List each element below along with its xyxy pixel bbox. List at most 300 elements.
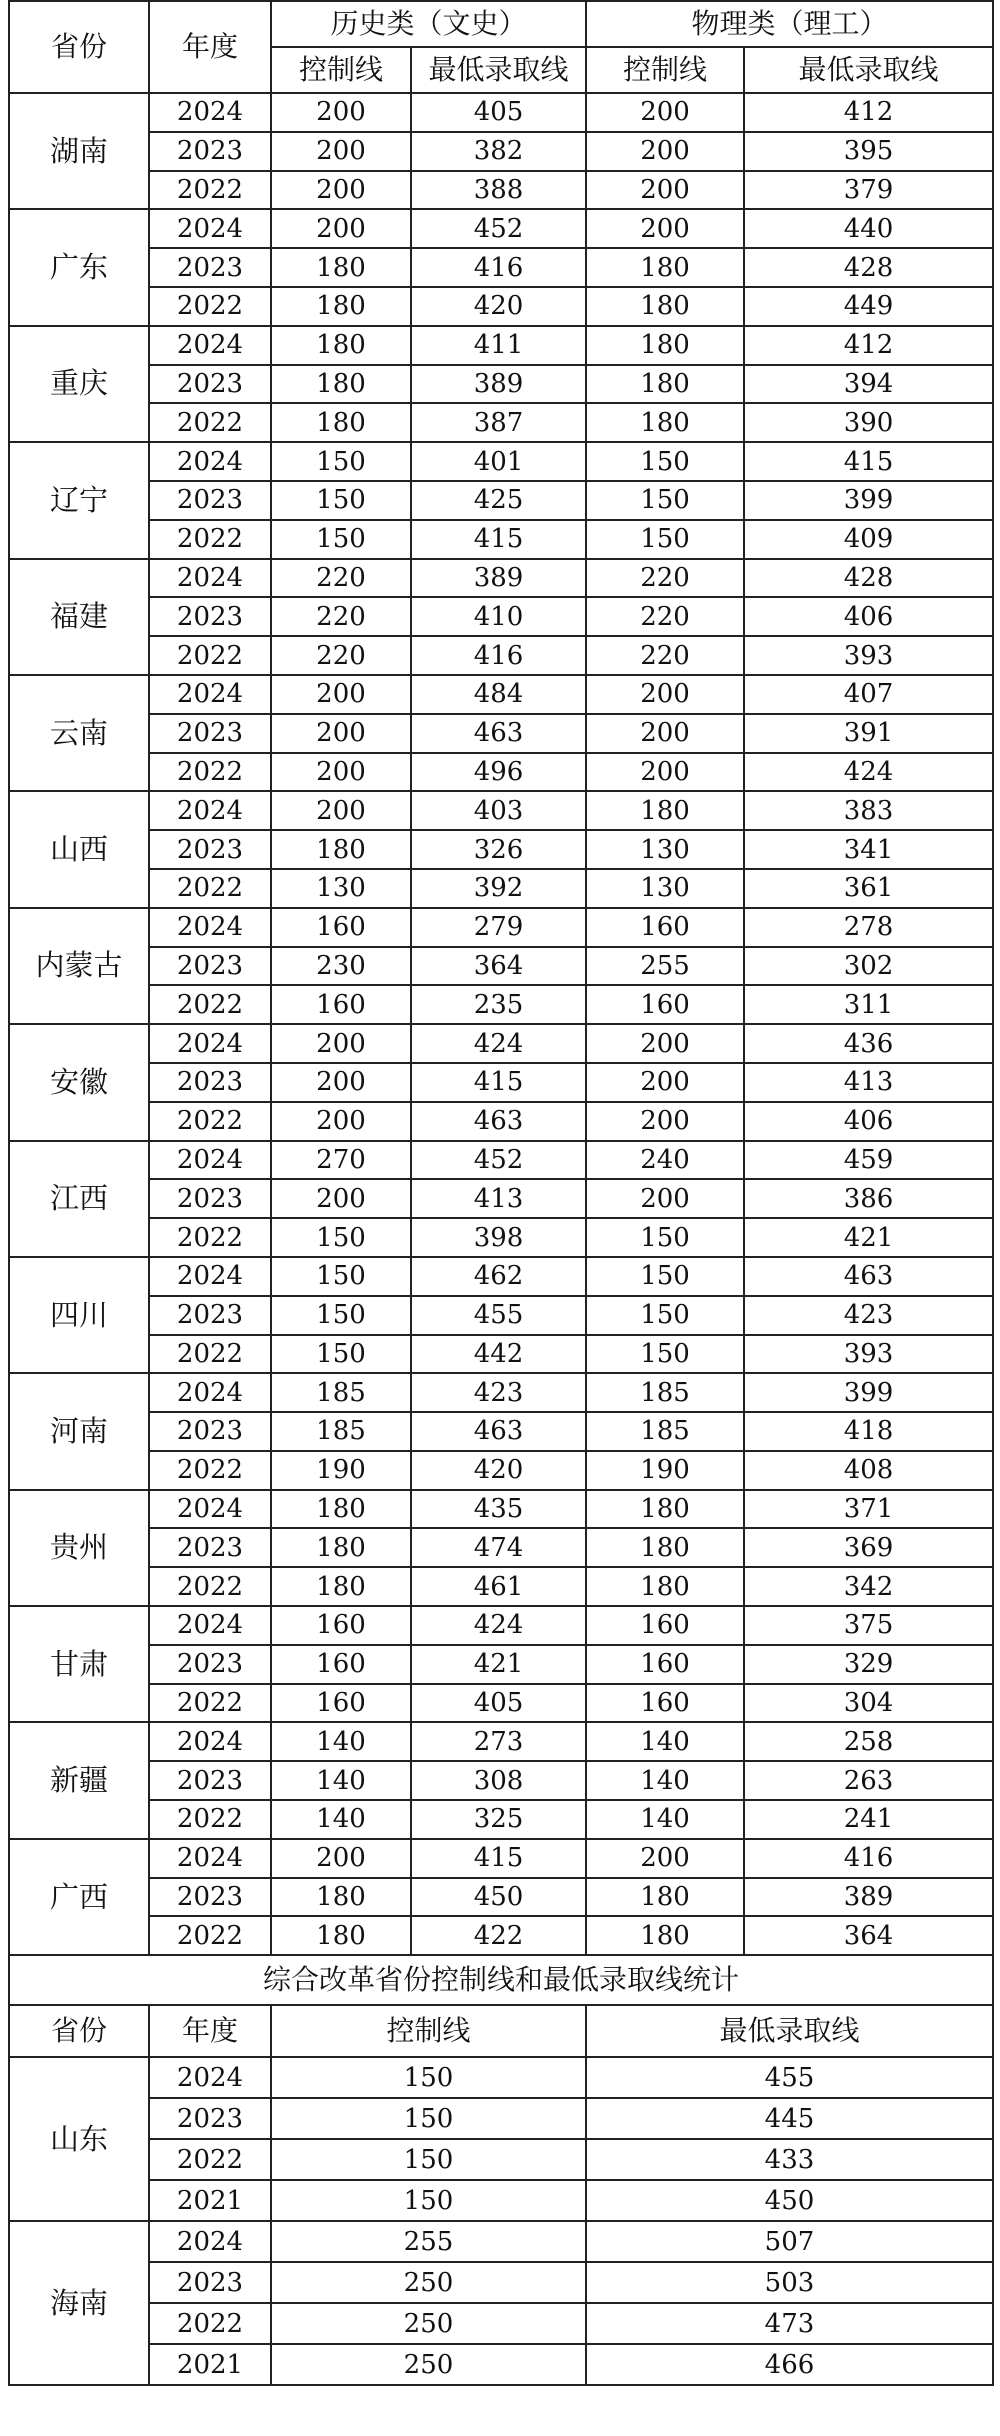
history-control-line-cell: 150 [271,520,411,559]
history-min-score-cell: 382 [411,132,586,171]
history-min-score-cell: 463 [411,1412,586,1451]
year-cell: 2022 [149,985,271,1024]
table-row [9,1916,993,1955]
history-control-line-cell: 180 [271,1490,411,1529]
year-cell: 2023 [149,1412,271,1451]
table-row [9,753,993,792]
physics-control-line-cell: 240 [586,1141,744,1180]
min-score-cell: 455 [586,2057,993,2098]
physics-min-score-cell: 361 [744,869,993,908]
history-min-score-cell: 403 [411,791,586,830]
year-cell: 2022 [149,753,271,792]
physics-control-line-cell: 185 [586,1373,744,1412]
history-min-score-cell: 405 [411,93,586,132]
table-row [9,2139,993,2180]
history-control-line-cell: 200 [271,93,411,132]
physics-control-line-cell: 180 [586,1878,744,1917]
physics-min-score-cell: 393 [744,636,993,675]
table-row [9,1296,993,1335]
table2-header-row [9,2005,993,2057]
physics-min-score-cell: 407 [744,675,993,714]
physics-control-line-cell: 160 [586,1606,744,1645]
physics-control-line-cell: 180 [586,248,744,287]
physics-min-score-cell: 423 [744,1296,993,1335]
physics-control-line-cell: 130 [586,830,744,869]
physics-min-score-cell: 413 [744,1063,993,1102]
control-line-cell: 150 [271,2180,586,2221]
history-min-score-cell: 461 [411,1567,586,1606]
history-control-line-cell: 150 [271,1335,411,1374]
physics-min-score-cell: 304 [744,1684,993,1723]
history-min-score-cell: 422 [411,1916,586,1955]
history-control-line-cell: 180 [271,1878,411,1917]
history-min-score-cell: 450 [411,1878,586,1917]
physics-min-score-cell: 258 [744,1722,993,1761]
physics-min-score-cell: 412 [744,93,993,132]
history-control-line-cell: 200 [271,132,411,171]
year-cell: 2022 [149,1916,271,1955]
history-control-line-cell: 180 [271,1567,411,1606]
physics-control-line-cell: 200 [586,1102,744,1141]
physics-control-line-cell: 220 [586,636,744,675]
physics-control-line-cell: 160 [586,1684,744,1723]
history-control-line-cell: 220 [271,636,411,675]
history-control-line-cell: 180 [271,287,411,326]
history-control-line-cell: 200 [271,171,411,210]
min-score-cell: 473 [586,2303,993,2344]
physics-min-score-cell: 416 [744,1839,993,1878]
year-cell: 2022 [149,869,271,908]
history-control-line-cell: 150 [271,1218,411,1257]
physics-control-line-cell: 200 [586,93,744,132]
history-control-line-cell: 140 [271,1722,411,1761]
history-control-line-cell: 180 [271,365,411,404]
physics-control-line-cell: 200 [586,675,744,714]
province-name: 海南 [9,2221,149,2385]
province-name: 内蒙古 [9,908,149,1024]
history-control-line-cell: 200 [271,675,411,714]
history-min-score-cell: 474 [411,1528,586,1567]
table-row [9,1528,993,1567]
year-cell: 2023 [149,1296,271,1335]
history-control-line-cell: 180 [271,1528,411,1567]
table-row [9,2180,993,2221]
physics-control-line-cell: 150 [586,442,744,481]
table-row [9,2221,993,2262]
physics-control-line-cell: 180 [586,365,744,404]
history-control-line-cell: 160 [271,1645,411,1684]
province-name: 四川 [9,1257,149,1373]
year-cell: 2022 [149,1218,271,1257]
history-min-score-cell: 411 [411,326,586,365]
physics-min-score-cell: 436 [744,1024,993,1063]
physics-control-line-cell: 200 [586,209,744,248]
province-name: 江西 [9,1141,149,1257]
history-control-line-cell: 150 [271,442,411,481]
history-min-score-cell: 424 [411,1024,586,1063]
history-control-line-cell: 150 [271,481,411,520]
year-cell: 2023 [149,714,271,753]
header-year: 年度 [149,2005,271,2057]
history-min-score-cell: 452 [411,1141,586,1180]
physics-min-score-cell: 389 [744,1878,993,1917]
table-row [9,1722,993,1761]
year-cell: 2024 [149,1490,271,1529]
table-row [9,947,993,986]
physics-min-score-cell: 421 [744,1218,993,1257]
year-cell: 2023 [149,481,271,520]
history-min-score-cell: 389 [411,365,586,404]
history-min-score-cell: 484 [411,675,586,714]
history-control-line-cell: 200 [271,1179,411,1218]
physics-min-score-cell: 329 [744,1645,993,1684]
province-name: 辽宁 [9,442,149,558]
physics-min-score-cell: 449 [744,287,993,326]
history-control-line-cell: 220 [271,597,411,636]
year-cell: 2024 [149,442,271,481]
history-min-score-cell: 435 [411,1490,586,1529]
year-cell: 2023 [149,248,271,287]
physics-control-line-cell: 180 [586,326,744,365]
year-cell: 2024 [149,1839,271,1878]
control-line-cell: 250 [271,2303,586,2344]
history-control-line-cell: 190 [271,1451,411,1490]
year-cell: 2023 [149,1528,271,1567]
physics-control-line-cell: 140 [586,1800,744,1839]
year-cell: 2024 [149,791,271,830]
control-line-cell: 255 [271,2221,586,2262]
history-control-line-cell: 140 [271,1800,411,1839]
score-document [8,0,992,2386]
history-control-line-cell: 200 [271,1024,411,1063]
table-row [9,132,993,171]
history-min-score-cell: 424 [411,1606,586,1645]
history-control-line-cell: 200 [271,1839,411,1878]
year-cell: 2023 [149,2262,271,2303]
year-cell: 2023 [149,1179,271,1218]
year-cell: 2023 [149,1878,271,1917]
reform-provinces-table [8,2004,994,2386]
physics-control-line-cell: 150 [586,481,744,520]
history-min-score-cell: 416 [411,248,586,287]
year-cell: 2023 [149,1063,271,1102]
year-cell: 2024 [149,1024,271,1063]
physics-min-score-cell: 391 [744,714,993,753]
year-cell: 2024 [149,908,271,947]
year-cell: 2024 [149,675,271,714]
history-control-line-cell: 140 [271,1761,411,1800]
history-control-line-cell: 200 [271,1063,411,1102]
table-row [9,1451,993,1490]
history-min-score-cell: 463 [411,714,586,753]
physics-min-score-cell: 395 [744,132,993,171]
history-min-score-cell: 416 [411,636,586,675]
table-row [9,791,993,830]
table-row [9,1800,993,1839]
table-row [9,326,993,365]
min-score-cell: 433 [586,2139,993,2180]
province-name: 山东 [9,2057,149,2221]
year-cell: 2023 [149,1645,271,1684]
physics-min-score-cell: 399 [744,1373,993,1412]
year-cell: 2024 [149,559,271,598]
physics-control-line-cell: 160 [586,985,744,1024]
history-control-line-cell: 130 [271,869,411,908]
history-control-line-cell: 220 [271,559,411,598]
physics-min-score-cell: 379 [744,171,993,210]
min-score-cell: 450 [586,2180,993,2221]
header-physics-min-score: 最低录取线 [744,47,993,93]
table-row [9,830,993,869]
history-min-score-cell: 463 [411,1102,586,1141]
province-name: 新疆 [9,1722,149,1838]
table-row [9,1141,993,1180]
physics-min-score-cell: 341 [744,830,993,869]
physics-min-score-cell: 364 [744,1916,993,1955]
physics-min-score-cell: 371 [744,1490,993,1529]
history-min-score-cell: 415 [411,1839,586,1878]
table-row [9,636,993,675]
history-min-score-cell: 387 [411,403,586,442]
physics-control-line-cell: 180 [586,403,744,442]
year-cell: 2023 [149,2098,271,2139]
physics-min-score-cell: 390 [744,403,993,442]
province-name: 湖南 [9,93,149,209]
physics-control-line-cell: 255 [586,947,744,986]
physics-control-line-cell: 130 [586,869,744,908]
history-min-score-cell: 325 [411,1800,586,1839]
year-cell: 2022 [149,171,271,210]
table-row [9,1839,993,1878]
control-line-cell: 150 [271,2098,586,2139]
year-cell: 2024 [149,1373,271,1412]
history-control-line-cell: 180 [271,403,411,442]
history-control-line-cell: 230 [271,947,411,986]
year-cell: 2021 [149,2180,271,2221]
history-control-line-cell: 270 [271,1141,411,1180]
physics-min-score-cell: 428 [744,248,993,287]
history-control-line-cell: 200 [271,209,411,248]
province-name: 重庆 [9,326,149,442]
history-control-line-cell: 160 [271,1606,411,1645]
history-min-score-cell: 405 [411,1684,586,1723]
table1-header-row-1 [9,1,993,47]
history-control-line-cell: 200 [271,791,411,830]
history-min-score-cell: 415 [411,1063,586,1102]
physics-control-line-cell: 185 [586,1412,744,1451]
control-line-cell: 250 [271,2262,586,2303]
table-row [9,365,993,404]
history-control-line-cell: 150 [271,1257,411,1296]
year-cell: 2024 [149,2057,271,2098]
physics-min-score-cell: 412 [744,326,993,365]
table-row [9,2057,993,2098]
year-cell: 2022 [149,1684,271,1723]
physics-control-line-cell: 220 [586,559,744,598]
header-province: 省份 [9,2005,149,2057]
physics-min-score-cell: 342 [744,1567,993,1606]
history-min-score-cell: 326 [411,830,586,869]
min-score-cell: 507 [586,2221,993,2262]
min-score-cell: 445 [586,2098,993,2139]
control-line-cell: 150 [271,2057,586,2098]
table-row [9,1373,993,1412]
history-min-score-cell: 420 [411,287,586,326]
table-row [9,1257,993,1296]
physics-control-line-cell: 180 [586,1567,744,1606]
table-row [9,2344,993,2385]
header-history-control-line: 控制线 [271,47,411,93]
history-min-score-cell: 364 [411,947,586,986]
year-cell: 2022 [149,2139,271,2180]
physics-control-line-cell: 160 [586,1645,744,1684]
physics-min-score-cell: 418 [744,1412,993,1451]
control-line-cell: 150 [271,2139,586,2180]
header-physics-group: 物理类（理工） [586,1,993,47]
table-row [9,869,993,908]
history-min-score-cell: 420 [411,1451,586,1490]
history-min-score-cell: 421 [411,1645,586,1684]
province-name: 贵州 [9,1490,149,1606]
table-row [9,714,993,753]
history-min-score-cell: 273 [411,1722,586,1761]
physics-control-line-cell: 140 [586,1722,744,1761]
year-cell: 2022 [149,287,271,326]
history-min-score-cell: 389 [411,559,586,598]
physics-min-score-cell: 369 [744,1528,993,1567]
physics-control-line-cell: 180 [586,1528,744,1567]
table-row [9,1102,993,1141]
physics-control-line-cell: 200 [586,1839,744,1878]
year-cell: 2022 [149,1451,271,1490]
history-control-line-cell: 180 [271,830,411,869]
physics-min-score-cell: 263 [744,1761,993,1800]
min-score-cell: 503 [586,2262,993,2303]
physics-min-score-cell: 383 [744,791,993,830]
history-control-line-cell: 160 [271,1684,411,1723]
physics-min-score-cell: 241 [744,1800,993,1839]
physics-control-line-cell: 180 [586,287,744,326]
history-min-score-cell: 455 [411,1296,586,1335]
history-min-score-cell: 413 [411,1179,586,1218]
table-row [9,1490,993,1529]
year-cell: 2022 [149,636,271,675]
table-row [9,2303,993,2344]
physics-control-line-cell: 200 [586,132,744,171]
physics-control-line-cell: 180 [586,791,744,830]
physics-control-line-cell: 150 [586,1218,744,1257]
table-row [9,481,993,520]
history-min-score-cell: 442 [411,1335,586,1374]
table-row [9,520,993,559]
header-control-line: 控制线 [271,2005,586,2057]
physics-control-line-cell: 150 [586,1335,744,1374]
table-row [9,1761,993,1800]
year-cell: 2022 [149,1102,271,1141]
history-control-line-cell: 150 [271,1296,411,1335]
header-history-group: 历史类（文史） [271,1,586,47]
table-row [9,93,993,132]
physics-min-score-cell: 409 [744,520,993,559]
history-min-score-cell: 462 [411,1257,586,1296]
year-cell: 2022 [149,1567,271,1606]
history-control-line-cell: 185 [271,1412,411,1451]
province-name: 云南 [9,675,149,791]
physics-min-score-cell: 459 [744,1141,993,1180]
physics-control-line-cell: 150 [586,520,744,559]
physics-control-line-cell: 200 [586,171,744,210]
history-min-score-cell: 308 [411,1761,586,1800]
province-name: 广东 [9,209,149,325]
table-row [9,1412,993,1451]
physics-min-score-cell: 393 [744,1335,993,1374]
physics-control-line-cell: 200 [586,1179,744,1218]
history-control-line-cell: 180 [271,248,411,287]
table-row [9,1179,993,1218]
history-min-score-cell: 415 [411,520,586,559]
table-row [9,287,993,326]
physics-control-line-cell: 200 [586,753,744,792]
physics-min-score-cell: 424 [744,753,993,792]
table-row [9,403,993,442]
table-row [9,171,993,210]
province-name: 安徽 [9,1024,149,1140]
physics-min-score-cell: 406 [744,597,993,636]
table-row [9,1567,993,1606]
year-cell: 2024 [149,93,271,132]
table-row [9,908,993,947]
history-min-score-cell: 401 [411,442,586,481]
table-row [9,985,993,1024]
physics-control-line-cell: 150 [586,1257,744,1296]
physics-control-line-cell: 180 [586,1490,744,1529]
physics-control-line-cell: 200 [586,714,744,753]
physics-min-score-cell: 440 [744,209,993,248]
physics-control-line-cell: 200 [586,1024,744,1063]
year-cell: 2023 [149,132,271,171]
header-min-score: 最低录取线 [586,2005,993,2057]
table-row [9,2262,993,2303]
table-row [9,1063,993,1102]
table-row [9,1878,993,1917]
physics-min-score-cell: 406 [744,1102,993,1141]
history-control-line-cell: 200 [271,753,411,792]
history-min-score-cell: 279 [411,908,586,947]
year-cell: 2023 [149,830,271,869]
year-cell: 2024 [149,1141,271,1180]
year-cell: 2024 [149,326,271,365]
year-cell: 2023 [149,947,271,986]
year-cell: 2024 [149,1257,271,1296]
history-control-line-cell: 180 [271,1916,411,1955]
year-cell: 2021 [149,2344,271,2385]
province-name: 福建 [9,559,149,675]
history-control-line-cell: 185 [271,1373,411,1412]
physics-min-score-cell: 386 [744,1179,993,1218]
physics-min-score-cell: 415 [744,442,993,481]
physics-min-score-cell: 311 [744,985,993,1024]
caption-row [9,1955,993,2005]
table-row [9,248,993,287]
province-name: 河南 [9,1373,149,1489]
table-row [9,1335,993,1374]
physics-min-score-cell: 375 [744,1606,993,1645]
header-province: 省份 [9,1,149,93]
province-name: 甘肃 [9,1606,149,1722]
header-physics-control-line: 控制线 [586,47,744,93]
year-cell: 2024 [149,2221,271,2262]
history-min-score-cell: 398 [411,1218,586,1257]
